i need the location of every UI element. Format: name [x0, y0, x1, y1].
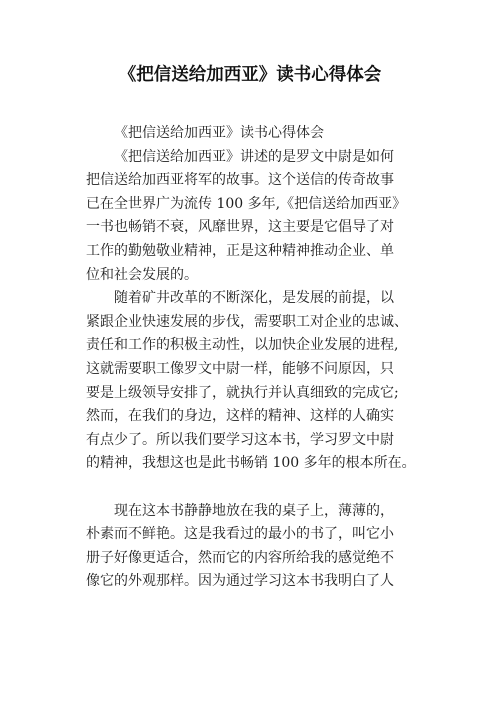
text-line: 工作的勤勉敬业精神，正是这种精神推动企业、单 [86, 242, 394, 259]
text-line: 随着矿井改革的不断深化，是发展的前提，以 [114, 290, 394, 307]
text-line: 朴素而不鲜艳。这是我看过的最小的书了，叫它小 [86, 526, 394, 543]
text-line: 然而，在我们的身边，这样的精神、这样的人确实 [86, 408, 394, 425]
text-line: 册子好像更适合，然而它的内容所给我的感觉绝不 [86, 549, 394, 566]
text-line: 一书也畅销不衰，风靡世界，这主要是它倡导了对 [86, 219, 394, 236]
text-line: 要是上级领导安排了，就执行并认真细致的完成它; [86, 384, 399, 401]
text-line: 这就需要职工像罗文中尉一样，能够不问原因，只 [86, 360, 394, 377]
text-line: 《把信送给加西亚》讲述的是罗文中尉是如何 [114, 148, 394, 165]
document-body [86, 122, 426, 594]
paragraph-gap [86, 476, 426, 500]
text-line: 责任和工作的积极主动性，以加快企业发展的进程, [86, 337, 399, 354]
text-line: 有点少了。所以我们要学习这本书，学习罗文中尉 [86, 431, 394, 448]
text-line: 已在全世界广为流传 100 多年,《把信送给加西亚》 [86, 195, 407, 212]
text-line: 紧跟企业快速发展的步伐，需要职工对企业的忠诚、 [86, 313, 408, 330]
text-line: 的精神，我想这也是此书畅销 100 多年的根本所在。 [86, 455, 416, 472]
text-line: 像它的外观那样。因为通过学习这本书我明白了人 [86, 573, 394, 590]
text-line: 现在这本书静静地放在我的桌子上，薄薄的， [114, 502, 394, 519]
text-line: 《把信送给加西亚》读书心得体会 [114, 125, 324, 141]
document-title: 《把信送给加西亚》读书心得体会 [118, 65, 382, 85]
text-line: 位和社会发展的。 [86, 266, 198, 283]
text-line: 把信送给加西亚将军的故事。这个送信的传奇故事 [86, 172, 394, 189]
